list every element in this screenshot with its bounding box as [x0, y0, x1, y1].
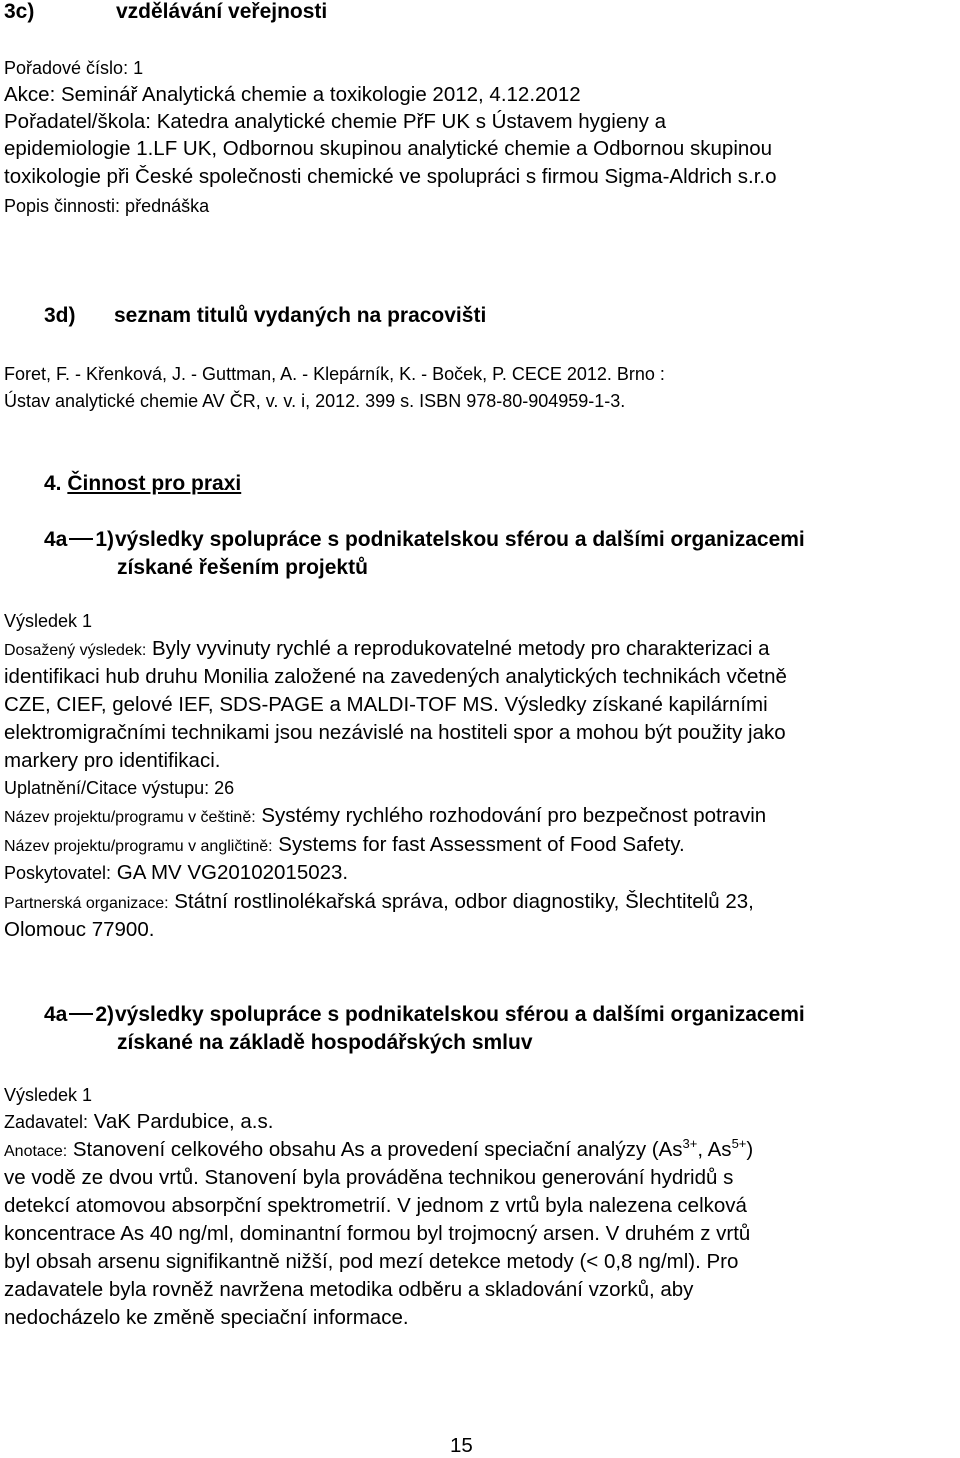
order-number: Pořadové číslo: 1 — [4, 58, 144, 78]
publication-line-1: Foret, F. - Křenková, J. - Guttman, A. - Klepárník, K. - Boček, P. CECE 2012. Brno : — [4, 364, 665, 384]
section-title-line-1: výsledky spolupráce s podnikatelskou sférou a dalšími organizacemi — [115, 528, 805, 551]
publication-line-2: Ústav analytické chemie AV ČR, v. v. i, 2012. 399 s. ISBN 978-80-904959-1-3. — [4, 391, 626, 411]
page-number: 15 — [450, 1434, 473, 1457]
partner-line-1: Partnerská organizace: Státní rostlinolékařská správa, odbor diagnostiky, Šlechtitelů 23, — [4, 890, 754, 913]
organizer-line-3: toxikologie při České společnosti chemické ve spolupráci s firmou Sigma-Aldrich s.r.o — [4, 165, 777, 188]
annotation-line-5: byl obsah arsenu signifikantně nižší, pod mezí detekce metody (< 0,8 ng/ml). Pro — [4, 1250, 739, 1273]
section-title-line-2: získané na základě hospodářských smluv — [117, 1031, 533, 1054]
result-text-line-2: identifikaci hub druhu Monilia založené na zavedených analytických technikách včetně — [4, 665, 787, 688]
partner-line-2: Olomouc 77900. — [4, 918, 155, 941]
section-number: 4a 2) — [44, 1003, 115, 1026]
annotation-line-1: Anotace: Stanovení celkového obsahu As a provedení speciační analýzy ($As^{3+}$, $As^{5+}$) — [4, 1136, 754, 1161]
section-3d-heading — [44, 304, 486, 328]
section-number: 4. — [44, 472, 62, 495]
event-line: Akce: Seminář Analytická chemie a toxikologie 2012, 4.12.2012 — [4, 83, 581, 106]
project-name-en: Název projektu/programu v angličtině: Systems for fast Assessment of Food Safety. — [4, 833, 685, 856]
project-name-cz: Název projektu/programu v češtině: Systémy rychlého rozhodování pro bezpečnost potravin — [4, 804, 767, 827]
annotation-line-7: nedocházelo ke změně speciační informace. — [4, 1306, 409, 1329]
section-title: seznam titulů vydaných na pracovišti — [114, 304, 487, 327]
section-4a1-heading — [44, 528, 805, 552]
annotation-line-6: zadavatele byla rovněž navržena metodika odběru a skladování vzorků, aby — [4, 1278, 694, 1301]
section-title: vzdělávání veřejnosti — [116, 0, 328, 23]
annotation-line-2: ve vodě ze dvou vrtů. Stanovení byla prováděna technikou generování hydridů s — [4, 1166, 734, 1189]
section-4-heading — [44, 472, 241, 496]
citation-line: Uplatnění/Citace výstupu: 26 — [4, 778, 235, 798]
result-text-line-1: Dosažený výsledek: Byly vyvinuty rychlé a reprodukovatelné metody pro charakterizaci a — [4, 637, 770, 660]
section-title-line-1: výsledky spolupráce s podnikatelskou sférou a dalšími organizacemi — [115, 1003, 805, 1026]
section-3c-heading — [4, 0, 327, 24]
section-number: 3d) — [44, 304, 76, 327]
client-line: Zadavatel: VaK Pardubice, a.s. — [4, 1110, 274, 1133]
section-number: 4a 1) — [44, 528, 115, 551]
dash-line — [69, 538, 93, 540]
organizer-line-1: Pořadatel/škola: Katedra analytické chemie PřF UK s Ústavem hygieny a — [4, 110, 666, 133]
section-title-line-2: získané řešením projektů — [117, 556, 368, 579]
section-number: 3c) — [4, 0, 35, 23]
result-label: Výsledek 1 — [4, 1085, 93, 1105]
section-4a2-heading — [44, 1003, 805, 1027]
activity-description: Popis činnosti: přednáška — [4, 196, 210, 216]
result-text-line-5: markery pro identifikaci. — [4, 749, 221, 772]
provider-line: Poskytovatel: GA MV VG20102015023. — [4, 861, 349, 884]
organizer-line-2: epidemiologie 1.LF UK, Odbornou skupinou analytické chemie a Odbornou skupinou — [4, 137, 773, 160]
annotation-line-4: koncentrace As 40 ng/ml, dominantní formou byl trojmocný arsen. V druhém z vrtů — [4, 1222, 751, 1245]
result-label: Výsledek 1 — [4, 611, 93, 631]
result-text-line-3: CZE, CIEF, gelové IEF, SDS-PAGE a MALDI-TOF MS. Výsledky získané kapilárními — [4, 693, 768, 716]
result-text-line-4: elektromigračními technikami jsou nezávislé na hostiteli spor a mohou být použity jako — [4, 721, 786, 744]
dash-line — [69, 1013, 93, 1015]
annotation-line-3: detekcí atomovou absorpční spektrometrií. V jednom z vrtů byla nalezena celková — [4, 1194, 747, 1217]
section-title: Činnost pro praxi — [67, 472, 242, 495]
